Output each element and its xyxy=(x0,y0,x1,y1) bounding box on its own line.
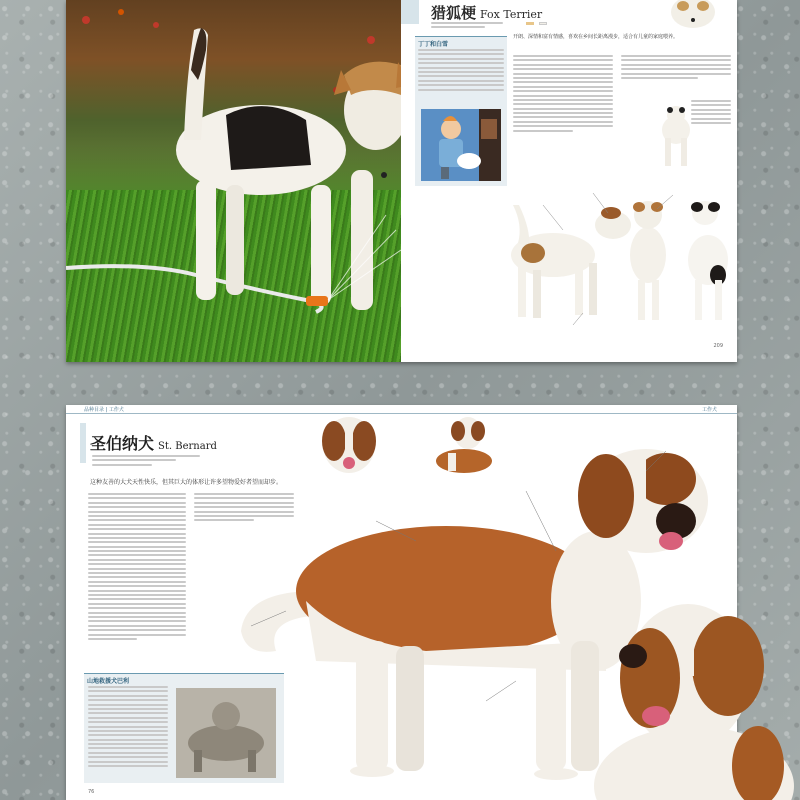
top-book-spread xyxy=(66,0,737,362)
barry-rescue-sidebar xyxy=(84,673,284,783)
title-chinese: 猎狐梗 xyxy=(431,4,477,22)
page-tab xyxy=(80,423,86,463)
tintin-sidebar xyxy=(415,36,507,186)
body-text-col1 xyxy=(88,493,186,642)
intro-text: 开朗、深情和富有情感，喜欢在乡间长距离漫步，适合有儿童的家庭喂养。 xyxy=(513,34,679,40)
page-number: 209 xyxy=(713,343,723,349)
header-section-left: 品种目录 | 工作犬 xyxy=(84,407,124,413)
inset-title: 山地救援犬巴利 xyxy=(87,678,130,685)
fox-terrier-page xyxy=(401,0,737,362)
title-english: Fox Terrier xyxy=(480,8,543,21)
title-chinese: 圣伯纳犬 xyxy=(90,434,155,453)
body-text-col2 xyxy=(621,55,731,81)
color-legend xyxy=(526,10,586,29)
fox-terrier-head-thumbnail xyxy=(653,0,733,30)
st-bernard-puppy-photo xyxy=(588,596,800,800)
fox-terrier-front-view xyxy=(630,201,666,320)
smooth-fox-terrier-view xyxy=(688,201,728,320)
st-bernard-title xyxy=(90,431,217,454)
title-english: St. Bernard xyxy=(158,441,217,452)
stats-row xyxy=(92,455,212,468)
body-text-col1 xyxy=(513,55,613,134)
barry-statue-image xyxy=(176,688,276,778)
page-tab xyxy=(401,0,419,24)
tintin-cartoon-image xyxy=(421,109,501,181)
sidebar-title: 丁丁和白雪 xyxy=(418,41,449,48)
header-section-right: 工作犬 xyxy=(701,407,717,413)
page-number: 76 xyxy=(88,789,95,795)
fox-terrier-variants-figure xyxy=(473,185,737,335)
stats-row xyxy=(431,22,521,31)
intro-text: 这种友善的大犬天性快乐，但其巨大的体形让许多望物爱好者望而却步。 xyxy=(90,479,283,486)
running-header xyxy=(66,405,737,414)
fox-terrier-photo xyxy=(66,0,401,362)
fox-terrier-side-view xyxy=(511,205,631,318)
wirehaired-terrier-thumbnail xyxy=(651,100,701,170)
